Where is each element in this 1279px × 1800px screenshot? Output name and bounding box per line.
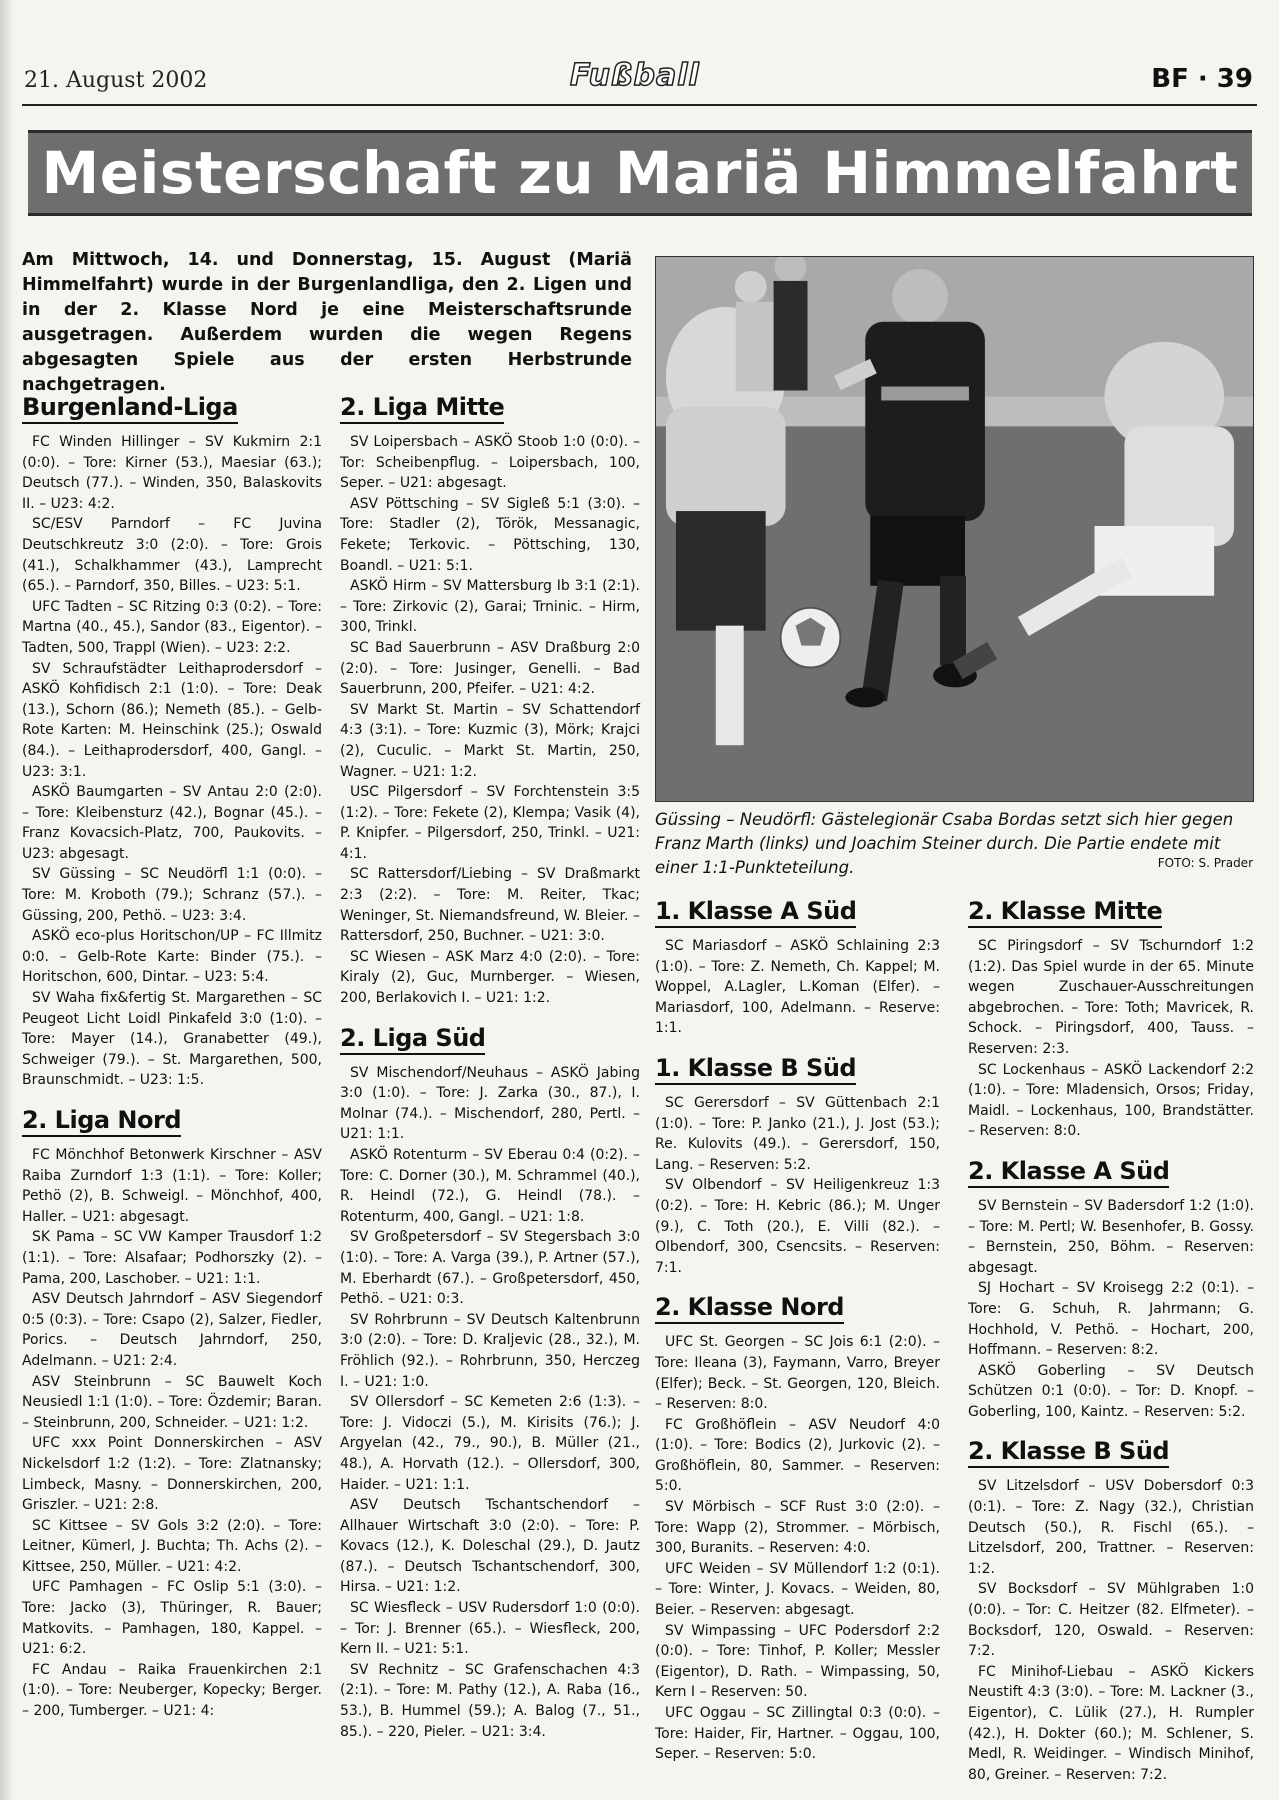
page-fold-shadow bbox=[0, 0, 14, 1800]
match-report: ASKÖ Baumgarten – SV Antau 2:0 (2:0). – Tore: Kleibensturz (42.), Bognar (45.). – Franz Kovacsich-Platz, 700, Paukovits. – U23: abgesagt. bbox=[22, 784, 322, 862]
match-report: ASKÖ eco-plus Horitschon/UP – FC Illmitz 0:0. – Gelb-Rote Karte: Binder (75.). – Horitschon, 600, Dintar. – U23: 5:4. bbox=[22, 928, 322, 986]
match-report: SV Großpetersdorf – SV Stegersbach 3:0 (1:0). – Tore: A. Varga (39.), P. Artner (57.), M. Eberhardt (67.). – Großpetersdorf, 450, Pethö. – U21: 0:3. bbox=[340, 1229, 640, 1308]
match-report: USC Pilgersdorf – SV Forchtenstein 3:5 (1:2). – Tore: Fekete (2), Klempa; Vasik (4), P. Knipfer. – Pilgersdorf, 250, Trinkl. – U21: 4:1. bbox=[340, 784, 640, 862]
photo-caption: Güssing – Neudörfl: Gästelegionär Csaba Bordas setzt sich hier gegen Franz Marth (links) und Joachim Steiner durch. Die Partie endete mit einer 1:1-Punkteteilung. bbox=[655, 810, 1234, 877]
match-report: SV Markt St. Martin – SV Schattendorf 4:3 (3:1). – Tore: Kuzmic (3), Mörk; Krajci (2), Cuculic. – Markt St. Martin, 250, Wagner. – U21: 1:2. bbox=[340, 701, 640, 780]
match-report: SV Litzelsdorf – USV Dobersdorf 0:3 (0:1). – Tore: Z. Nagy (32.), Christian Deutsch (50.), R. Fischl (65.). – Litzelsdorf, 200, Trattner. – Reserven: 1:2. bbox=[968, 1478, 1254, 1577]
match-report: SC/ESV Parndorf – FC Juvina Deutschkreutz 3:0 (2:0). – Tore: Grois (41.), Schalkhammer (43.), Lamprecht (65.). – Parndorf, 350, Billes. – U23: 5:1. bbox=[22, 516, 322, 595]
match-report: UFC St. Georgen – SC Jois 6:1 (2:0). – Tore: Ileana (3), Faymann, Varro, Breyer (Elfer); Beck. – St. Georgen, 120, Bleich. – Reserven: 8:0. bbox=[655, 1334, 940, 1413]
match-report: SV Rohrbrunn – SV Deutsch Kaltenbrunn 3:0 (2:0). – Tore: D. Kraljevic (28., 32.), M. Fröhlich (92.). – Rohrbrunn, 350, Herczeg I. – U21: 1:0. bbox=[340, 1311, 640, 1390]
headline-banner bbox=[28, 130, 1252, 216]
page-number: BF · 39 bbox=[1151, 64, 1253, 94]
match-report: SC Wiesfleck – USV Rudersdorf 1:0 (0:0). – Tor: J. Brenner (65.). – Wiesfleck, 200, Kern II. – U21: 5:1. bbox=[340, 1600, 640, 1658]
section-heading-liga-nord: 2. Liga Nord bbox=[22, 1105, 181, 1137]
match-report: SV Güssing – SC Neudörfl 1:1 (0:0). – Tore: M. Kroboth (79.); Schranz (57.). – Güssing, 200, Pethö. – U23: 3:4. bbox=[22, 866, 322, 924]
column-4 bbox=[968, 896, 1254, 1785]
match-photo bbox=[655, 256, 1254, 802]
match-report: SC Piringsdorf – SV Tschurndorf 1:2 (1:2). Das Spiel wurde in der 65. Minute wegen Zuschauer-Ausschreitungen abgebrochen. – Tore: Toth; Mavricek, R. Schock. – Piringsdorf, 400, Tauss. – Reserven: 2:3. bbox=[968, 938, 1254, 1057]
match-report: ASKÖ Goberling – SV Deutsch Schützen 0:1 (0:0). – Tor: D. Knopf. – Goberling, 100, Kaintz. – Reserven: 5:2. bbox=[968, 1362, 1254, 1420]
photo-credit: FOTO: S. Prader bbox=[1157, 856, 1253, 870]
match-report: SV Olbendorf – SV Heiligenkreuz 1:3 (0:2). – Tore: H. Kebric (86.); M. Unger (9.), C. Toth (20.), E. Villi (82.). – Olbendorf, 300, Csencsits. – Reserven: 7:1. bbox=[655, 1177, 940, 1276]
match-report: SV Bocksdorf – SV Mühlgraben 1:0 (0:0). – Tor: C. Heitzer (82. Elfmeter). – Bocksdorf, 120, Oswald. – Reserven: 7:2. bbox=[968, 1581, 1254, 1660]
headline: Meisterschaft zu Mariä Himmelfahrt bbox=[41, 139, 1239, 207]
match-report: ASV Deutsch Jahrndorf – ASV Siegendorf 0:5 (0:3). – Tore: Csapo (2), Salzer, Fiedler, Porics. – Deutsch Jahrndorf, 250, Adelmann. – U21: 2:4. bbox=[22, 1291, 322, 1369]
match-report: SV Waha fix&fertig St. Margarethen – SC Peugeot Licht Loidl Pinkafeld 3:0 (1:0). – Tore: Mayer (14.), Granabetter (49.), Schweiger (79.). – St. Margarethen, 500, Braunschmidt. – U23: 1:5. bbox=[22, 990, 322, 1089]
match-report: SV Mischendorf/Neuhaus – ASKÖ Jabing 3:0 (1:0). – Tore: J. Zarka (30., 87.), I. Molnar (74.). – Mischendorf, 280, Pertl. – U21: 1:1. bbox=[340, 1064, 640, 1143]
match-report: SK Pama – SC VW Kamper Trausdorf 1:2 (1:1). – Tore: Alsafaar; Podhorszky (2). – Pama, 200, Laschober. – U21: 1:1. bbox=[22, 1229, 322, 1287]
match-report: SV Ollersdorf – SC Kemeten 2:6 (1:3). – Tore: J. Vidoczi (5.), M. Kirisits (76.); J. Argyelan (42., 79., 90.), B. Müller (21., 48.), A. Horvath (12.). – Ollersdorf, 300, Haider. – U21: 1:1. bbox=[340, 1394, 640, 1493]
issue-date: 21. August 2002 bbox=[24, 68, 208, 93]
section-title: Fußball bbox=[570, 58, 700, 93]
header-rule bbox=[22, 104, 1257, 106]
match-report: ASV Deutsch Tschantschendorf – Allhauer Wirtschaft 3:0 (2:0). – Tore: P. Kovacs (12.), K. Doleschal (29.), D. Jautz (87.). – Deutsch Tschantschendorf, 300, Hirsa. – U21: 1:2. bbox=[340, 1497, 640, 1596]
match-report: SC Wiesen – ASK Marz 4:0 (2:0). – Tore: Kiraly (2), Guc, Murnberger. – Wiesen, 200, Berlakovich I. – U21: 1:2. bbox=[340, 948, 640, 1007]
match-report: SC Kittsee – SV Gols 3:2 (2:0). – Tore: Leitner, Kümerl, J. Buchta; Th. Achs (2). – Kittsee, 250, Müller. – U21: 4:2. bbox=[22, 1517, 322, 1575]
match-report: SJ Hochart – SV Kroisegg 2:2 (0:1). – Tore: G. Schuh, R. Jahrmann; G. Hochhold, V. Pethö. – Hochart, 200, Hoffmann. – Reserven: 8:2. bbox=[968, 1280, 1254, 1359]
column-3 bbox=[655, 896, 940, 1765]
section-heading-liga-mitte: 2. Liga Mitte bbox=[340, 392, 504, 424]
match-report: FC Andau – Raika Frauenkirchen 2:1 (1:0). – Tore: Neuberger, Kopecky; Berger. – 200, Tumberger. – U21: 4: bbox=[22, 1661, 322, 1720]
match-report: SV Rechnitz – SC Grafenschachen 4:3 (2:1). – Tore: M. Pathy (12.), A. Raba (16., 53.), B. Hummel (59.); A. Balog (7., 51., 85.). – 220, Pieler. – U21: 3:4. bbox=[340, 1661, 640, 1740]
match-report: SC Rattersdorf/Liebing – SV Draßmarkt 2:3 (2:2). – Tore: M. Reiter, Tkac; Weninger, St. Niemandsfreund, W. Bleier. – Rattersdorf, 250, Buchner. – U21: 3:0. bbox=[340, 866, 640, 945]
column-2 bbox=[340, 392, 640, 1742]
match-report: UFC xxx Point Donnerskirchen – ASV Nickelsdorf 1:2 (1:2). – Tore: Zlatnansky; Limbeck, Masny. – Donnerskirchen, 200, Griszler. – U21: 2:8. bbox=[22, 1435, 322, 1514]
section-heading-1-klasse-a-sued: 1. Klasse A Süd bbox=[655, 896, 856, 928]
column-1 bbox=[22, 392, 322, 1722]
match-report: FC Mönchhof Betonwerk Kirschner – ASV Raiba Zurndorf 1:3 (1:1). – Tore: Koller; Pethö (2), B. Schweigl. – Mönchhof, 400, Haller. – U21: abgesagt. bbox=[22, 1147, 322, 1225]
match-report: FC Minihof-Liebau – ASKÖ Kickers Neustift 4:3 (3:0). – Tore: M. Lackner (3., Eigentor), C. Lülik (27.), H. Rumpler (42.), H. Dokter (60.); M. Schlener, S. Medl, R. Weidinger. – Windisch Minihof, 80, Greiner. – Reserven: 7:2. bbox=[968, 1663, 1254, 1783]
match-report: SV Wimpassing – UFC Podersdorf 2:2 (0:0). – Tore: Tinhof, P. Koller; Messler (Eigentor), D. Rath. – Wimpassing, 50, Kern I – Reserven: 50. bbox=[655, 1622, 940, 1701]
match-report: SC Bad Sauerbrunn – ASV Draßburg 2:0 (2:0). – Tore: Jusinger, Genelli. – Bad Sauerbrunn, 200, Pfeifer. – U21: 4:2. bbox=[340, 639, 640, 698]
section-heading-1-klasse-b-sued: 1. Klasse B Süd bbox=[655, 1053, 856, 1085]
match-report: SV Schraufstädter Leithaprodersdorf – ASKÖ Kohfidisch 2:1 (1:0). – Tore: Deak (13.), Schorn (86.); Nemeth (85.). – Gelb-Rote Karten: M. Heinschink (25.); Oswald (84.). – Leithaprodersdorf, 400, Gangl. – U23: 3:1. bbox=[22, 660, 322, 780]
match-report: ASV Pöttsching – SV Sigleß 5:1 (3:0). – Tore: Stadler (2), Török, Messanagic, Fekete; Terkovic. – Pöttsching, 130, Boandl. – U21: 5:1. bbox=[340, 495, 640, 574]
match-report: FC Winden Hillinger – SV Kukmirn 2:1 (0:0). – Tore: Kirner (53.), Maesiar (63.); Deutsch (77.). – Winden, 350, Balaskovits II. – U23: 4:2. bbox=[22, 434, 322, 512]
match-report: ASKÖ Hirm – SV Mattersburg Ib 3:1 (2:1). – Tore: Zirkovic (2), Garai; Trninic. – Hirm, 300, Trinkl. bbox=[340, 578, 640, 636]
section-heading-2-klasse-mitte: 2. Klasse Mitte bbox=[968, 896, 1162, 928]
match-report: ASV Steinbrunn – SC Bauwelt Koch Neusiedl 1:1 (1:0). – Tore: Özdemir; Baran. – Steinbrunn, 200, Schneider. – U21: 1:2. bbox=[22, 1373, 322, 1431]
section-heading-2-klasse-a-sued: 2. Klasse A Süd bbox=[968, 1156, 1169, 1188]
match-report: SV Mörbisch – SCF Rust 3:0 (2:0). – Tore: Wapp (2), Strommer. – Mörbisch, 300, Buranits. – Reserven: 4:0. bbox=[655, 1499, 940, 1557]
match-report: UFC Oggau – SC Zillingtal 0:3 (0:0). – Tore: Haider, Fir, Hartner. – Oggau, 100, Seper. – Reserven: 5:0. bbox=[655, 1705, 940, 1763]
match-report: ASKÖ Rotenturm – SV Eberau 0:4 (0:2). – Tore: C. Dorner (30.), M. Schrammel (40.), R. Heindl (72.), G. Heindl (78.). – Rotenturm, 400, Gangl. – U21: 1:8. bbox=[340, 1147, 640, 1225]
match-report: FC Großhöflein – ASV Neudorf 4:0 (1:0). – Tore: Bodics (2), Jurkovic (2). – Großhöflein, 80, Sammer. – Reserven: 5:0. bbox=[655, 1416, 940, 1495]
section-heading-liga-sued: 2. Liga Süd bbox=[340, 1023, 485, 1055]
match-report: SC Lockenhaus – ASKÖ Lackendorf 2:2 (1:0). – Tore: Mladensich, Orsos; Friday, Maidl. – Lockenhaus, 100, Brandstätter. – Reserven: 8:0. bbox=[968, 1061, 1254, 1140]
section-heading-2-klasse-b-sued: 2. Klasse B Süd bbox=[968, 1436, 1169, 1468]
match-report: SC Gerersdorf – SV Güttenbach 2:1 (1:0). – Tore: P. Janko (21.), J. Jost (53.); Re. Kulovits (49.). – Gerersdorf, 150, Lang. – Reserven: 5:2. bbox=[655, 1094, 940, 1173]
match-report: SC Mariasdorf – ASKÖ Schlaining 2:3 (1:0). – Tore: Z. Nemeth, Ch. Kappel; M. Woppel, A.Lagler, L.Koman (Elfer). – Mariasdorf, 100, Adelmann. – Reserve: 1:1. bbox=[655, 938, 940, 1037]
match-report: UFC Tadten – SC Ritzing 0:3 (0:2). – Tore: Martna (40., 45.), Sandor (83., Eigentor). – Tadten, 500, Trappl (Wien). – U23: 2:2. bbox=[22, 598, 322, 656]
match-report: UFC Weiden – SV Müllendorf 1:2 (0:1). – Tore: Winter, J. Kovacs. – Weiden, 80, Beier. – Reserven: abgesagt. bbox=[655, 1560, 940, 1619]
section-heading-2-klasse-nord: 2. Klasse Nord bbox=[655, 1292, 844, 1324]
soccer-players-image bbox=[656, 257, 1253, 801]
match-report: SV Bernstein – SV Badersdorf 1:2 (1:0). – Tore: M. Pertl; W. Besenhofer, B. Gossy. – Bernstein, 250, Böhm. – Reserven: abgesagt. bbox=[968, 1197, 1254, 1276]
intro-paragraph: Am Mittwoch, 14. und Donnerstag, 15. August (Mariä Himmelfahrt) wurde in der Burgenlandliga, den 2. Ligen und in der 2. Klasse Nord je eine Meisterschaftsrunde ausgetragen. Außerdem wurden die wegen Regens abgesagten Spiele aus der ersten Herbstrunde nachgetragen. bbox=[22, 250, 632, 395]
match-report: UFC Pamhagen – FC Oslip 5:1 (3:0). – Tore: Jacko (3), Thüringer, R. Bauer; Matkovits. – Pamhagen, 180, Kappel. – U21: 6:2. bbox=[22, 1579, 322, 1658]
section-heading-burgenland-liga: Burgenland-Liga bbox=[22, 392, 238, 424]
match-report: SV Loipersbach – ASKÖ Stoob 1:0 (0:0). – Tor: Scheibenpflug. – Loipersbach, 100, Seper. – U21: abgesagt. bbox=[340, 434, 640, 492]
